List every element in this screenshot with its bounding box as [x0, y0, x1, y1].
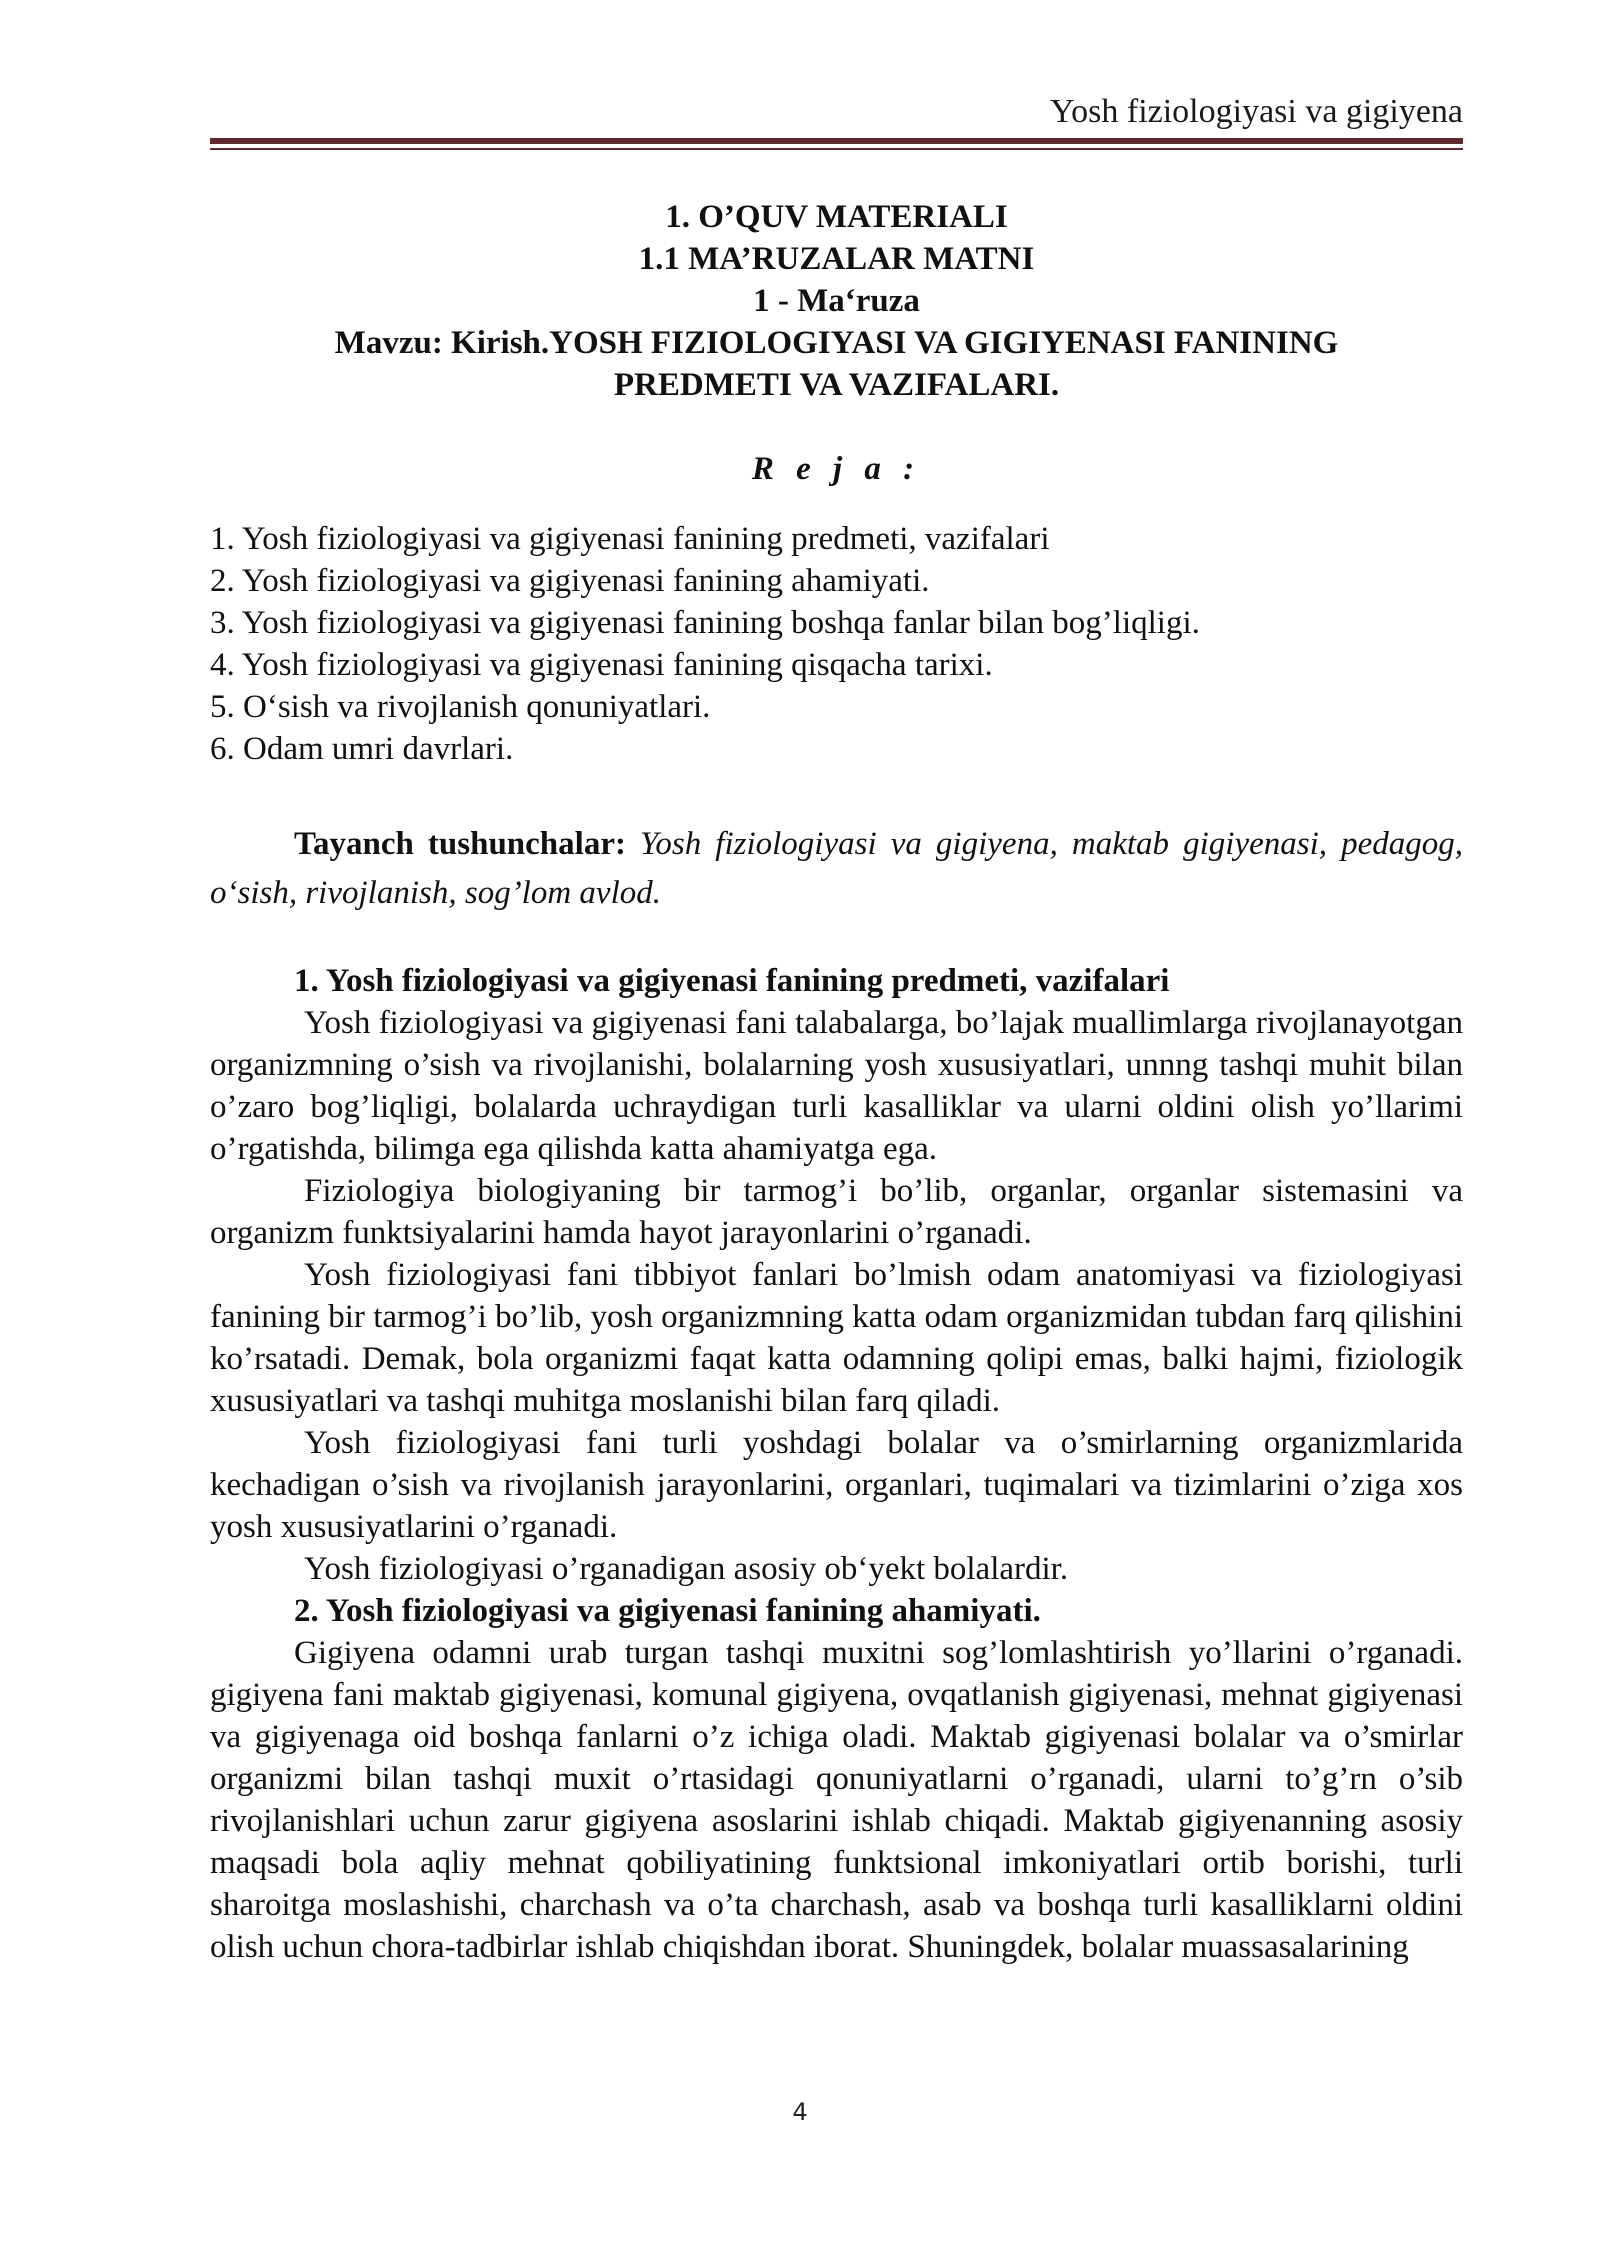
page-number: 4: [792, 2098, 808, 2126]
paragraph: Fiziologiya biologiyaning bir tarmog’i bo’lib, organlar, organlar sistemasini va organizm funktsiyalarini hamda hayot jarayonlarini o’rganadi.: [210, 1173, 1463, 1251]
paragraph: Yosh fiziologiyasi o’rganadigan asosiy ob‘yekt bolalardir.: [304, 1551, 1069, 1587]
header-rule-thick: [210, 138, 1463, 144]
plan-list: [210, 518, 1463, 770]
header-rule-thin: [210, 148, 1463, 150]
plan-item: 1. Yosh fiziologiyasi va gigiyenasi fanining predmeti, vazifalari: [210, 521, 1050, 557]
paragraph: Yosh fiziologiyasi fani turli yoshdagi bolalar va o’smirlarning organizmlarida kechadigan o’sish va rivojlanish jarayonlarini, organlari, tuqimalari va tizimlarini o’ziga xos yosh xususiyatlarini o’rganadi.: [210, 1425, 1463, 1545]
title-line-1: 1. O’QUV MATERIALI: [665, 199, 1008, 235]
key-concepts-label: Tayanch tushunchalar:: [294, 826, 626, 862]
section-2-heading: 2. Yosh fiziologiyasi va gigiyenasi fanining ahamiyati.: [294, 1593, 1041, 1629]
section-1-heading: 1. Yosh fiziologiyasi va gigiyenasi fanining predmeti, vazifalari: [294, 963, 1170, 999]
key-concepts: [210, 820, 1463, 918]
running-header: Yosh fiziologiyasi va gigiyena: [1049, 93, 1463, 130]
title-line-2: 1.1 MA’RUZALAR MATNI: [638, 241, 1035, 277]
paragraph: Gigiyena odamni urab turgan tashqi muxitni sog’lomlashtirish yo’llarini o’rganadi. gigiyena fani maktab gigiyenasi, komunal gigiyena, ovqatlanish gigiyenasi, mehnat gigiyenasi va gigiyenaga oid boshqa fanlarni o’z ichiga oladi. Maktab gigiyenasi bolalar va o’smirlar organizmi bilan tashqi muxit o’rtasidagi qonuniyatlarni o’rganadi, ularni to’g’rn o’sib rivojlanishlari uchun zarur gigiyena asoslarini ishlab chiqadi. Maktab gigiyenanning asosiy maqsadi bola aqliy mehnat qobiliyatining funktsional imkoniyatlari ortib borishi, turli sharoitga moslashishi, charchash va o’ta charchash, asab va boshqa turli kasalliklarni oldini olish uchun chora-tadbirlar ishlab chiqishdan iborat. Shuningdek, bolalar muassasalarining: [210, 1635, 1463, 1965]
plan-item: 2. Yosh fiziologiyasi va gigiyenasi fanining ahamiyati.: [210, 563, 930, 599]
paragraph: Yosh fiziologiyasi va gigiyenasi fani talabalarga, bo’lajak muallimlarga rivojlanayotgan organizmning o’sish va rivojlanishi, bolalarning yosh xususiyatlari, unnng tashqi muhit bilan o’zaro bog’liqligi, bolalarda uchraydigan turli kasalliklar va ularni oldini olish yo’llarimi o’rgatishda, bilimga ega qilishda katta ahamiyatga ega.: [210, 1005, 1463, 1167]
title-block: [210, 196, 1463, 406]
key-concepts-text: Yosh fiziologiyasi va gigiyena, maktab gigiyenasi, pedagog, o‘sish, rivojlanish, sog’lom avlod.: [210, 826, 1463, 911]
plan-item: 6. Odam umri davrlari.: [210, 731, 514, 767]
plan-item: 3. Yosh fiziologiyasi va gigiyenasi fanining boshqa fanlar bilan bog’liqligi.: [210, 605, 1200, 641]
plan-item: 4. Yosh fiziologiyasi va gigiyenasi fanining qisqacha tarixi.: [210, 647, 993, 683]
title-line-3: 1 - Ma‘ruza: [753, 283, 920, 319]
title-line-5: PREDMETI VA VAZIFALARI.: [613, 367, 1060, 403]
lecture-body: [210, 960, 1463, 1968]
plan-item: 5. O‘sish va rivojlanish qonuniyatlari.: [210, 689, 711, 725]
title-line-4: Mavzu: Kirish.YOSH FIZIOLOGIYASI VA GIGIYENASI FANINING: [334, 325, 1339, 361]
plan-heading: R e j a :: [751, 451, 922, 487]
paragraph: Yosh fiziologiyasi fani tibbiyot fanlari bo’lmish odam anatomiyasi va fiziologiyasi fanining bir tarmog’i bo’lib, yosh organizmning katta odam organizmidan tubdan farq qilishini ko’rsatadi. Demak, bola organizmi faqat katta odamning qolipi emas, balki hajmi, fiziologik xususiyatlari va tashqi muhitga moslanishi bilan farq qiladi.: [210, 1257, 1463, 1419]
